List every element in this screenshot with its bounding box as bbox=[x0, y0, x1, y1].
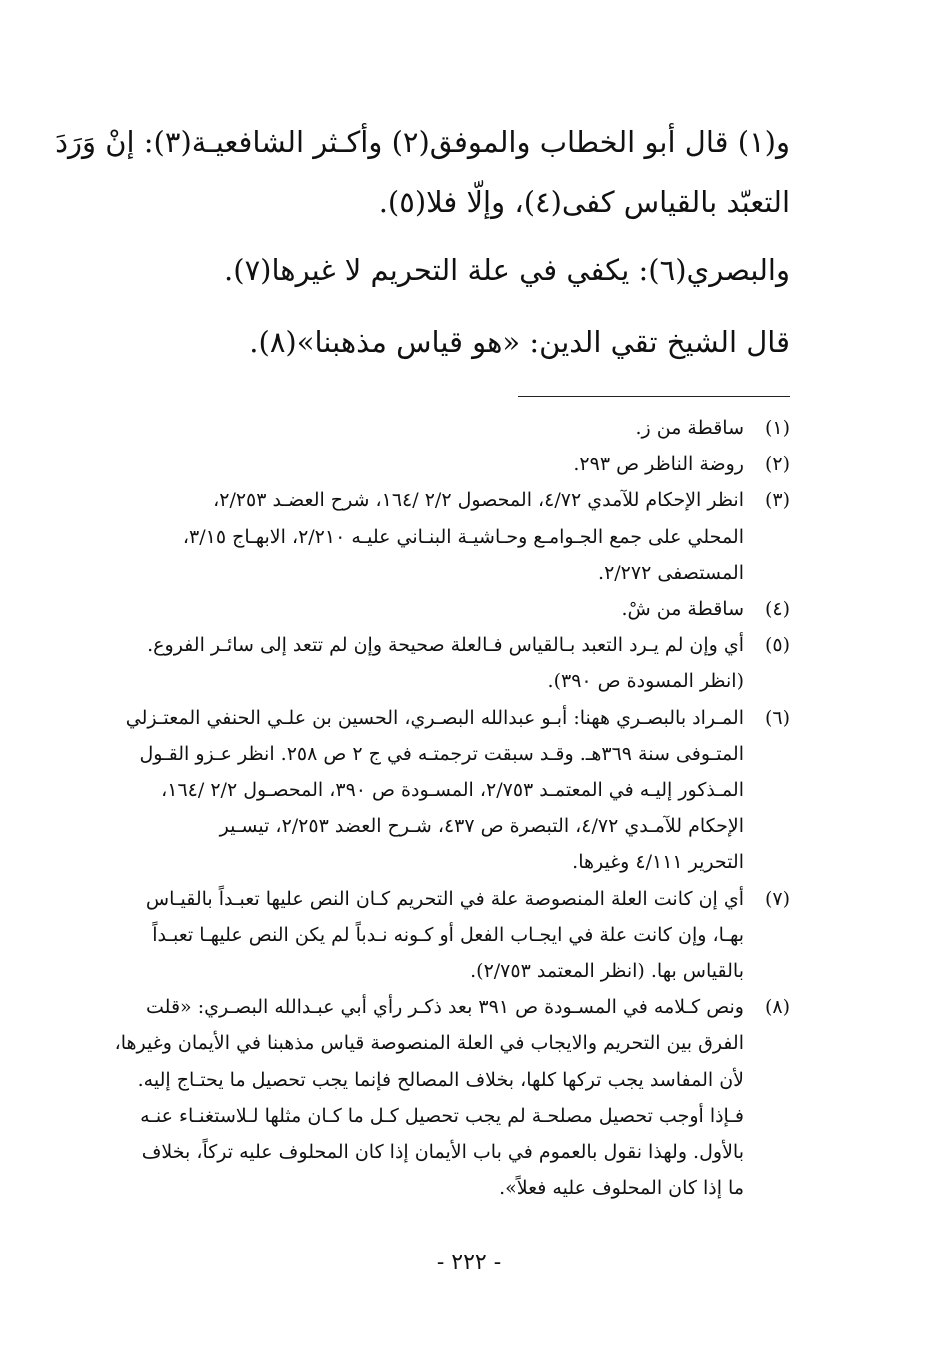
footnote-1 bbox=[118, 410, 790, 446]
footnote-7 bbox=[118, 881, 790, 990]
footnote-line: بهـا، وإن كانت علة في ايجـاب الفعل أو كـونه نـدباً لم يكن النص عليهـا تعبـداً bbox=[152, 923, 744, 946]
main-paragraph-1-line-2: التعبّد بالقياس كفى(٤)، وإلّا فلا(٥). bbox=[378, 185, 790, 219]
footnote-line: المحلي على جمع الجـوامـع وحـاشيـة البنـاني عليـه ٢/٢١٠، الابهـاج ٣/١٥، bbox=[182, 525, 744, 548]
footnote-line: المـذكور إليـه في المعتمـد ٢/٧٥٣، المسـودة ص ٣٩٠، المحصـول ٢/٢ /١٦٤، bbox=[161, 779, 744, 802]
page-number: - ٢٢٢ - bbox=[436, 1250, 502, 1275]
main-paragraph-2: والبصري(٦): يكفي في علة التحريم لا غيرها(٧). bbox=[224, 253, 790, 287]
footnote-text bbox=[115, 989, 744, 1206]
footnote-5 bbox=[118, 627, 790, 699]
footnote-text bbox=[118, 591, 744, 627]
footnote-6 bbox=[118, 700, 790, 881]
footnote-text bbox=[118, 700, 744, 881]
footnote-line: ونص كـلامه في المسـودة ص ٣٩١ بعد ذكـر رأي أبي عبـدالله البصـري: «قلت bbox=[146, 996, 744, 1019]
footnote-number: (٨) bbox=[764, 996, 790, 1019]
footnote-line: أي إن كانت العلة المنصوصة علة في التحريم كـان النص عليها تعبـداً بالقيـاس bbox=[145, 887, 744, 910]
footnote-line: روضة الناظر ص ٢٩٣. bbox=[573, 453, 744, 476]
footnote-line: بالقياس بها. (انظر المعتمد ٢/٧٥٣). bbox=[470, 960, 744, 983]
footnote-line: المتـوفى سنة ٣٦٩هـ. وقـد سبقت ترجمتـه في ج ٢ ص ٢٥٨. انظر عـزو القـول bbox=[139, 742, 744, 765]
main-paragraph-1-line-1: و(١) قال أبو الخطاب والموفق(٢) وأكـثر الشافعيـة(٣): إنْ وَرَدَ bbox=[55, 125, 790, 159]
footnote-line: الإحكام للآمـدي ٤/٧٢، التبصرة ص ٤٣٧، شـرح العضد ٢/٢٥٣، تيسـير bbox=[219, 815, 744, 838]
footnote-text bbox=[118, 446, 744, 482]
footnote-line: ساقطة من شْ. bbox=[621, 598, 744, 621]
footnote-number: (٣) bbox=[764, 489, 790, 512]
footnote-number: (٤) bbox=[764, 598, 790, 621]
footnote-line: الفرق بين التحريم والايجاب في العلة المنصوصة قياس مذهبنا في الأيمان وغيرها، bbox=[114, 1032, 744, 1055]
main-paragraph-3: قال الشيخ تقي الدين: «هو قياس مذهبنا»(٨). bbox=[249, 325, 790, 359]
footnote-line: المـراد بالبصـري ههنا: أبـو عبدالله البصـري، الحسين بن علـي الحنفي المعتـزلي bbox=[125, 706, 744, 729]
footnote-number: (٢) bbox=[764, 453, 790, 476]
footnote-line: بالأول. ولهذا نقول بالعموم في باب الأيمان إذا كان المحلوف عليه تركاً، بخلاف bbox=[141, 1141, 744, 1164]
footnote-line: انظر الإحكام للآمدي ٤/٧٢، المحصول ٢/٢ /١٦٤، شرح العضـد ٢/٢٥٣، bbox=[213, 489, 744, 512]
footnote-4 bbox=[118, 591, 790, 627]
footnote-number: (٥) bbox=[764, 634, 790, 657]
footnote-3 bbox=[118, 482, 790, 591]
footnote-number: (٧) bbox=[764, 887, 790, 910]
footnote-line: لأن المفاسد يجب تركها كلها، بخلاف المصالح فإنما يجب تحصيل ما يحتـاج إليه. bbox=[137, 1068, 744, 1091]
footnote-8 bbox=[114, 989, 790, 1206]
footnote-number: (١) bbox=[764, 417, 790, 439]
footnote-text bbox=[118, 410, 744, 446]
footnote-line: (انظر المسودة ص ٣٩٠). bbox=[547, 670, 744, 693]
footnote-number: (٦) bbox=[764, 706, 790, 729]
footnotes-list bbox=[114, 410, 790, 1206]
footnote-2 bbox=[118, 446, 790, 482]
footnote-line: أي وإن لم يـرد التعبد بـالقياس فـالعلة صحيحة وإن لم تتعد إلى سائـر الفروع. bbox=[147, 634, 744, 657]
footnote-line: ما إذا كان المحلوف عليه فعلاً». bbox=[499, 1177, 744, 1200]
footnote-line: فـإذا أوجب تحصيل مصلحـة لم يجب تحصيل كـل ما كـان مثلها لـلاستغنـاء عنـه bbox=[140, 1104, 744, 1127]
footnote-line: المستصفى ٢/٢٧٢. bbox=[598, 561, 744, 584]
footnote-line: التحرير ٤/١١١ وغيرها. bbox=[572, 851, 744, 874]
footnote-text bbox=[118, 482, 744, 591]
footnote-line: ساقطة من ز. bbox=[635, 417, 744, 439]
footnote-separator-rule bbox=[518, 396, 790, 397]
main-paragraph-1 bbox=[55, 112, 790, 232]
footnote-text bbox=[118, 881, 744, 990]
footnote-text bbox=[118, 627, 744, 699]
